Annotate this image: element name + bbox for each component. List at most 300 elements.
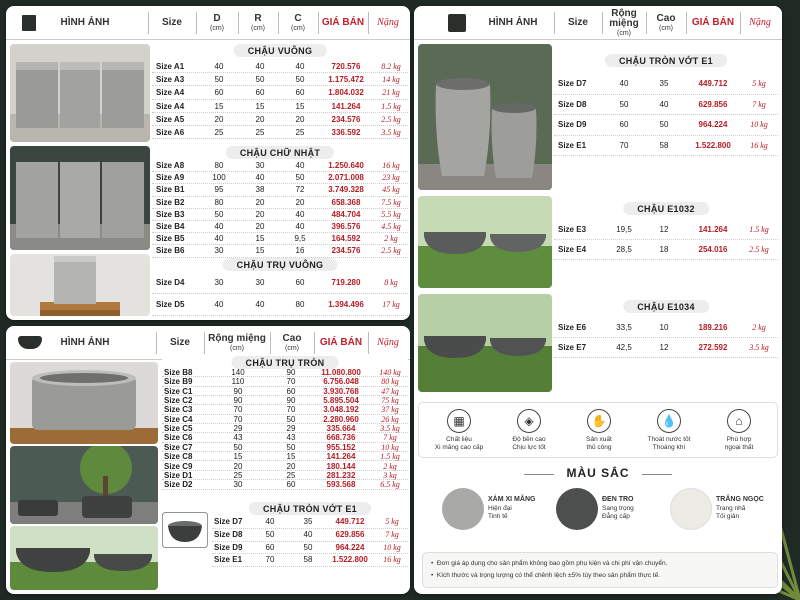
cell-price: 234.576 xyxy=(331,114,361,124)
cell-c: 72 xyxy=(295,185,305,195)
cell-price: 1.522.800 xyxy=(695,140,731,150)
cell-c: 9,5 xyxy=(294,234,306,244)
swatch-name: TRẮNG NGỌC xyxy=(716,496,764,503)
cell-weight: 45 kg xyxy=(382,185,400,195)
cell-size: Size A5 xyxy=(156,114,185,124)
cell-weight: 1.5 kg xyxy=(381,101,401,111)
cell-mouth: 70 xyxy=(265,555,275,565)
section-title: CHẬU TRỤ TRÒN xyxy=(232,356,339,369)
cell-mouth: 70 xyxy=(619,140,629,150)
cell-weight: 3 kg xyxy=(383,470,397,480)
table-row xyxy=(152,126,408,139)
cell-height: 70 xyxy=(286,405,296,415)
cell-height: 40 xyxy=(659,99,669,109)
large-round-pot-photo xyxy=(10,362,158,444)
table-row xyxy=(162,415,408,424)
table-row xyxy=(554,136,778,157)
cell-r: 20 xyxy=(255,209,265,219)
water-drop-icon: 💧 xyxy=(657,409,681,433)
cell-height: 90 xyxy=(286,368,296,377)
cell-mouth: 20 xyxy=(233,461,243,471)
colors-title-line-right xyxy=(642,474,672,475)
table-row xyxy=(152,184,408,196)
cell-price: 668.736 xyxy=(326,433,356,443)
round-bowl-icon xyxy=(18,336,42,349)
cell-weight: 3.5 kg xyxy=(380,424,400,434)
cell-height: 43 xyxy=(286,433,296,443)
cell-price: 335.664 xyxy=(326,424,356,434)
cell-price: 1.522.800 xyxy=(332,555,368,565)
cell-weight: 16 kg xyxy=(382,161,400,170)
colors-title-line-left xyxy=(524,474,554,475)
cell-price: 449.712 xyxy=(335,517,365,526)
cell-size: Size E1 xyxy=(214,555,243,565)
cell-size: Size D2 xyxy=(164,480,193,490)
header-image: HÌNH ẢNH xyxy=(60,336,110,348)
cell-d: 80 xyxy=(214,197,224,207)
cell-r: 15 xyxy=(255,246,265,256)
cell-height: 25 xyxy=(286,470,296,480)
color-swatch xyxy=(670,488,712,530)
cell-d: 50 xyxy=(214,75,224,85)
cell-d: 30 xyxy=(214,246,224,256)
rectangle-pots-photo xyxy=(10,146,150,250)
swatch-desc: Tối giản xyxy=(716,513,740,520)
cell-weight: 21 kg xyxy=(382,88,400,98)
header-image: HÌNH ẢNH xyxy=(488,16,538,28)
section-title: CHẬU CHỮ NHẬT xyxy=(226,146,334,159)
e1032-bowls-photo xyxy=(418,196,552,288)
cell-size: Size D8 xyxy=(214,529,243,539)
cell-price: 281.232 xyxy=(326,470,356,480)
cell-height: 90 xyxy=(286,396,296,406)
header-mouth: Rộng miệng (cm) xyxy=(208,333,266,352)
cell-weight: 4.5 kg xyxy=(381,222,401,231)
cell-size: Size A6 xyxy=(156,128,185,137)
cell-c: 60 xyxy=(295,88,305,98)
table-row xyxy=(212,516,408,529)
table-header xyxy=(6,326,410,360)
cell-price: 629.856 xyxy=(335,529,365,539)
cell-size: Size A3 xyxy=(156,75,185,85)
cell-r: 30 xyxy=(255,161,265,170)
cell-height: 70 xyxy=(286,377,296,387)
cell-height: 58 xyxy=(303,555,313,565)
header-r: R (cm) xyxy=(251,13,265,32)
color-swatch xyxy=(442,488,484,530)
cell-price: 629.856 xyxy=(698,99,728,109)
table-row xyxy=(152,60,408,73)
cell-height: 15 xyxy=(286,452,296,462)
price-section xyxy=(162,356,408,490)
table-row xyxy=(152,113,408,126)
cell-size: Size C9 xyxy=(164,461,193,471)
cell-weight: 5.5 kg xyxy=(381,209,401,219)
table-row xyxy=(162,368,408,377)
cell-price: 1.804.032 xyxy=(328,88,364,98)
cell-size: Size B2 xyxy=(156,197,185,207)
header-height: Cao (cm) xyxy=(282,333,302,352)
price-section xyxy=(152,258,408,318)
table-row xyxy=(162,471,408,480)
cell-c: 40 xyxy=(295,209,305,219)
cell-c: 20 xyxy=(295,114,305,124)
cell-r: 40 xyxy=(255,173,265,183)
table-row xyxy=(162,396,408,405)
cell-height: 18 xyxy=(659,245,669,254)
table-header xyxy=(6,6,410,40)
section-title: CHẬU TRÒN VỚT E1 xyxy=(249,502,371,515)
cell-mouth: 90 xyxy=(233,386,243,396)
cell-mouth: 40 xyxy=(265,517,275,526)
cell-height: 58 xyxy=(659,140,669,150)
table-row xyxy=(152,197,408,209)
swatch-desc: Sang trọng xyxy=(602,504,634,512)
cell-height: 12 xyxy=(659,225,669,234)
section-title: CHẬU E1034 xyxy=(623,300,709,313)
cell-weight: 7.5 kg xyxy=(381,197,401,207)
square-pot-icon xyxy=(448,14,466,32)
cell-price: 2.280.960 xyxy=(323,414,359,424)
cell-weight: 10 kg xyxy=(383,542,401,552)
swatch-name: ĐEN TRO xyxy=(602,496,634,503)
cell-c: 40 xyxy=(295,62,305,71)
cell-height: 50 xyxy=(659,120,669,129)
table-row xyxy=(162,387,408,396)
table-row xyxy=(162,433,408,442)
swatch-label xyxy=(602,496,634,522)
table-row xyxy=(162,452,408,461)
cell-c: 50 xyxy=(295,173,305,183)
feature-subtitle: Chịu lực tốt xyxy=(512,444,546,451)
table-row xyxy=(554,220,778,240)
cell-price: 3.749.328 xyxy=(328,185,364,195)
cell-mouth: 25 xyxy=(233,470,243,480)
square-rect-pots-card xyxy=(6,6,410,320)
cell-price: 964.224 xyxy=(698,120,728,129)
cell-height: 60 xyxy=(286,480,296,490)
cell-d: 95 xyxy=(214,185,224,195)
cell-weight: 6.5 kg xyxy=(380,480,400,490)
feature-title: Độ bền cao xyxy=(512,436,546,443)
cell-r: 60 xyxy=(255,88,265,98)
feature-item xyxy=(429,409,489,452)
cell-mouth: 28,5 xyxy=(616,245,632,254)
cell-price: 234.576 xyxy=(331,246,361,256)
table-row xyxy=(554,240,778,260)
price-section xyxy=(554,202,778,262)
hand-icon: ✋ xyxy=(587,409,611,433)
cell-mouth: 33,5 xyxy=(616,323,632,332)
header-price: GIÁ BÁN xyxy=(319,336,363,348)
section-title: CHẬU VUÔNG xyxy=(234,44,327,57)
table-row xyxy=(162,480,408,489)
feature-item xyxy=(709,409,769,452)
cell-r: 15 xyxy=(255,234,265,244)
cell-size: Size E1 xyxy=(558,140,587,150)
table-row xyxy=(152,209,408,221)
feature-title: Phù hợp xyxy=(726,436,752,443)
cell-weight: 2 kg xyxy=(383,461,397,471)
cell-weight: 10 kg xyxy=(750,120,768,129)
cell-price: 3.048.192 xyxy=(323,405,359,415)
cell-weight: 16 kg xyxy=(383,555,401,565)
cell-d: 25 xyxy=(214,128,224,137)
cell-c: 40 xyxy=(295,222,305,231)
header-price: GIÁ BÁN xyxy=(691,16,735,28)
table-row xyxy=(152,100,408,113)
cell-height: 35 xyxy=(303,517,313,526)
table-row xyxy=(152,172,408,184)
cell-mouth: 60 xyxy=(619,120,629,129)
swatch-desc: Trang nhã xyxy=(716,504,746,512)
cell-price: 1.175.472 xyxy=(328,75,364,85)
note-item: • Đơn giá áp dụng cho sản phẩm không bao gồm phụ kiện và chi phí vận chuyển. xyxy=(431,560,668,567)
header-size: Size xyxy=(161,16,182,28)
cell-size: Size C8 xyxy=(164,452,193,462)
cell-size: Size C4 xyxy=(164,414,193,424)
cell-size: Size A4 xyxy=(156,88,185,98)
cell-height: 40 xyxy=(303,529,313,539)
cell-mouth: 50 xyxy=(265,529,275,539)
table-row xyxy=(162,462,408,471)
cell-height: 50 xyxy=(303,542,313,552)
cell-mouth: 70 xyxy=(233,414,243,424)
cell-price: 6.756.048 xyxy=(323,377,359,387)
cell-price: 336.592 xyxy=(331,128,361,137)
cell-price: 272.592 xyxy=(698,343,728,352)
cell-weight: 140 kg xyxy=(379,368,401,377)
cell-size: Size C1 xyxy=(164,386,193,396)
cell-size: Size E6 xyxy=(558,323,587,332)
cell-weight: 8 kg xyxy=(384,278,398,287)
cell-d: 15 xyxy=(214,101,224,111)
cell-c: 15 xyxy=(295,101,305,111)
table-row xyxy=(152,221,408,233)
square-pots-photo xyxy=(10,44,150,142)
cell-weight: 26 kg xyxy=(381,414,399,424)
cell-price: 955.152 xyxy=(326,442,356,452)
header-c: C (cm) xyxy=(291,13,305,32)
cell-size: Size D9 xyxy=(214,542,243,552)
house-icon: ⌂ xyxy=(727,409,751,433)
cell-price: 141.264 xyxy=(326,452,356,462)
cell-weight: 2.5 kg xyxy=(749,245,769,254)
table-row xyxy=(212,542,408,555)
cell-price: 164.592 xyxy=(331,234,361,244)
header-mouth: Rộng miệng (cm) xyxy=(609,7,639,37)
cell-size: Size E3 xyxy=(558,225,587,234)
cell-size: Size B9 xyxy=(164,377,193,387)
cell-mouth: 140 xyxy=(231,368,245,377)
tree-in-pot-photo xyxy=(10,446,158,524)
cell-d: 40 xyxy=(214,234,224,244)
cell-size: Size B4 xyxy=(156,222,185,231)
cell-mouth: 90 xyxy=(233,396,243,406)
tall-round-pots-photo xyxy=(418,44,552,190)
feature-subtitle: thủ công xyxy=(586,444,612,451)
cell-mouth: 29 xyxy=(233,424,243,434)
cell-mouth: 19,5 xyxy=(616,225,632,234)
cell-price: 1.394.496 xyxy=(328,300,364,309)
cell-weight: 7 kg xyxy=(385,529,399,539)
section-title: CHẬU TRÒN VỚT E1 xyxy=(605,54,727,67)
cell-size: Size D1 xyxy=(164,470,193,480)
swatch-desc: Tinh tế xyxy=(488,513,508,520)
cell-mouth: 50 xyxy=(233,442,243,452)
cell-c: 20 xyxy=(295,197,305,207)
table-row xyxy=(554,318,778,338)
header-d: D (cm) xyxy=(210,13,224,32)
table-row xyxy=(162,424,408,433)
cell-r: 40 xyxy=(255,300,265,309)
cell-weight: 17 kg xyxy=(382,300,400,309)
bowl-pots-photo xyxy=(10,526,158,590)
price-section xyxy=(554,54,778,158)
table-row xyxy=(554,338,778,358)
cell-weight: 7 kg xyxy=(383,433,397,443)
cell-size: Size D5 xyxy=(156,300,185,309)
feature-title: Chất liệu xyxy=(446,436,472,443)
header-weight: Nặng xyxy=(377,16,399,28)
cell-price: 189.216 xyxy=(698,323,728,332)
feature-subtitle: Thoáng khí xyxy=(652,444,686,451)
cell-d: 30 xyxy=(214,278,224,287)
cell-size: Size D4 xyxy=(156,278,185,287)
cell-mouth: 50 xyxy=(619,99,629,109)
cell-size: Size C5 xyxy=(164,424,193,434)
cell-price: 1.250.640 xyxy=(328,161,364,170)
cell-d: 60 xyxy=(214,88,224,98)
price-section xyxy=(554,300,778,366)
cell-size: Size B6 xyxy=(156,246,185,256)
cell-c: 25 xyxy=(295,128,305,137)
table-row xyxy=(152,73,408,86)
cell-size: Size A1 xyxy=(156,62,185,71)
header-image: HÌNH ẢNH xyxy=(60,16,110,28)
header-weight: Nặng xyxy=(377,336,399,348)
cell-c: 60 xyxy=(295,278,305,287)
feature-subtitle: ngoại thất xyxy=(724,444,754,451)
section-title: CHẬU TRỤ VUÔNG xyxy=(223,258,338,271)
cell-price: 720.576 xyxy=(331,62,361,71)
cell-d: 40 xyxy=(214,62,224,71)
cell-d: 80 xyxy=(214,161,224,170)
cell-size: Size D8 xyxy=(558,99,587,109)
square-column-pot-photo xyxy=(10,254,150,316)
cell-weight: 10 kg xyxy=(381,442,399,452)
cell-d: 50 xyxy=(214,209,224,219)
cell-price: 964.224 xyxy=(335,542,365,552)
feature-item xyxy=(499,409,559,452)
table-row xyxy=(152,233,408,245)
cell-price: 2.071.008 xyxy=(328,173,364,183)
notes-box xyxy=(422,552,778,588)
cell-r: 20 xyxy=(255,222,265,231)
price-section xyxy=(152,44,408,144)
cell-weight: 16 kg xyxy=(750,140,768,150)
header-size: Size xyxy=(169,336,190,348)
cell-weight: 2.5 kg xyxy=(381,114,401,124)
cell-size: Size B8 xyxy=(164,368,193,377)
cell-price: 180.144 xyxy=(326,461,356,471)
cell-weight: 37 kg xyxy=(381,405,399,415)
cell-weight: 2.5 kg xyxy=(381,246,401,256)
cell-d: 40 xyxy=(214,300,224,309)
cell-height: 20 xyxy=(286,461,296,471)
cell-size: Size C7 xyxy=(164,442,193,452)
cell-weight: 47 kg xyxy=(381,386,399,396)
cell-mouth: 60 xyxy=(265,542,275,552)
cell-r: 20 xyxy=(255,197,265,207)
feature-item xyxy=(569,409,629,452)
cell-weight: 8.2 kg xyxy=(381,62,401,71)
cell-size: Size A8 xyxy=(156,161,185,170)
note-item: • Kích thước và trọng lượng có thể chênh lệch ±5% tùy theo sản phẩm thực tế. xyxy=(431,572,661,579)
cell-weight: 75 kg xyxy=(381,396,399,406)
header-weight: Nặng xyxy=(749,16,771,28)
table-row xyxy=(152,294,408,316)
cell-price: 658.368 xyxy=(331,197,361,207)
price-section xyxy=(212,502,408,572)
cell-size: Size A4 xyxy=(156,101,185,111)
header-price: GIÁ BÁN xyxy=(321,16,365,28)
cell-r: 40 xyxy=(255,62,265,71)
price-section xyxy=(152,146,408,258)
table-row xyxy=(554,74,778,95)
cell-weight: 3.5 kg xyxy=(749,343,769,352)
cell-weight: 2 kg xyxy=(752,323,766,332)
cell-size: Size A9 xyxy=(156,173,185,183)
table-row xyxy=(152,245,408,257)
features-row xyxy=(418,402,778,458)
cell-height: 12 xyxy=(659,343,669,352)
cell-r: 15 xyxy=(255,101,265,111)
cell-weight: 14 kg xyxy=(382,75,400,85)
cell-price: 5.895.504 xyxy=(323,396,359,406)
table-row xyxy=(152,272,408,294)
cell-weight: 7 kg xyxy=(752,99,766,109)
cell-mouth: 43 xyxy=(233,433,243,443)
cell-size: Size D7 xyxy=(214,517,243,526)
cell-r: 30 xyxy=(255,278,265,287)
swatch-desc: Đẳng cấp xyxy=(602,513,630,520)
cell-d: 40 xyxy=(214,222,224,231)
cell-r: 20 xyxy=(255,114,265,124)
cell-size: Size B5 xyxy=(156,234,185,244)
section-title: CHẬU E1032 xyxy=(623,202,709,215)
cell-size: Size E4 xyxy=(558,245,587,254)
cell-weight: 3.5 kg xyxy=(381,128,401,137)
cell-c: 50 xyxy=(295,75,305,85)
cell-weight: 1.5 kg xyxy=(380,452,400,462)
e1034-bowls-photo xyxy=(418,294,552,392)
cell-price: 141.264 xyxy=(331,101,361,111)
round-bowls-card xyxy=(414,6,782,594)
table-row xyxy=(162,377,408,386)
cell-weight: 23 kg xyxy=(382,173,400,183)
round-pots-card xyxy=(6,326,410,594)
cell-weight: 2 kg xyxy=(384,234,398,244)
cell-height: 50 xyxy=(286,414,296,424)
cell-mouth: 110 xyxy=(231,377,245,387)
table-row xyxy=(554,95,778,116)
round-bowl-thumbnail xyxy=(162,512,208,548)
cell-r: 25 xyxy=(255,128,265,137)
cell-price: 484.704 xyxy=(331,209,361,219)
cell-size: Size D9 xyxy=(558,120,587,129)
cell-price: 449.712 xyxy=(698,79,728,88)
